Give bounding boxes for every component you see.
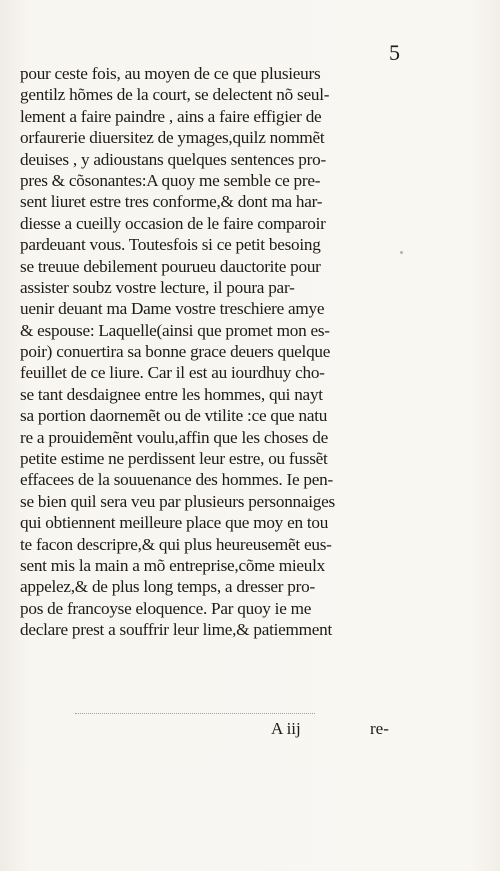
- catchword: re-: [370, 719, 389, 738]
- text-line: pardeuant vous. Toutesfois si ce petit besoing: [20, 235, 321, 255]
- text-line: lement a faire paindre , ains a faire effigier de: [20, 106, 322, 126]
- text-line: sa portion daornemẽt ou de vtilite :ce que natu: [20, 406, 328, 426]
- text-line: assister soubz vostre lecture, il poura par-: [20, 277, 295, 297]
- text-line: effacees de la souuenance des hommes. Ie pen-: [20, 470, 333, 490]
- text-line: pour ceste fois, au moyen de ce que plusieurs: [20, 64, 321, 83]
- text-line: petite estime ne perdissent leur estre, ou fussẽt: [20, 449, 328, 469]
- text-line: pos de francoyse eloquence. Par quoy ie me: [20, 598, 312, 618]
- text-line: sent liuret estre tres conforme,& dont ma har-: [20, 192, 323, 212]
- text-line: poir) conuertira sa bonne grace deuers quelque: [20, 342, 331, 362]
- ink-speck: [400, 251, 403, 254]
- text-line: feuillet de ce liure. Car il est au iourdhuy cho-: [20, 363, 325, 383]
- text-line: pres & cõsonantes:A quoy me semble ce pre-: [20, 170, 321, 190]
- text-line: sent mis la main a mõ entreprise,cõme mieulx: [20, 555, 325, 575]
- text-line: se bien quil sera veu par plusieurs personnaiges: [20, 491, 335, 511]
- text-line: se treuue debilement pourueu dauctorite pour: [20, 256, 321, 276]
- text-line: declare prest a souffrir leur lime,& patiemment: [20, 620, 332, 640]
- text-line: & espouse: Laquelle(ainsi que promet mon es-: [20, 320, 330, 340]
- text-line: re a prouidemẽnt voulu,affin que les choses de: [20, 427, 328, 447]
- text-line: qui obtiennent meilleure place que moy en tou: [20, 513, 329, 533]
- text-line: te facon descripre,& qui plus heureusemẽt eus-: [20, 534, 332, 554]
- text-line: appelez,& de plus long temps, a dresser pro-: [20, 577, 315, 597]
- body-text: [20, 63, 415, 641]
- text-line: gentilz hõmes de la court, se delectent nõ seul-: [20, 85, 330, 105]
- text-line: se tant desdaignee entre les hommes, qui nayt: [20, 384, 323, 404]
- signature-mark: A iij: [271, 719, 301, 738]
- page-number: 5: [389, 40, 400, 65]
- text-line: orfaurerie diuersitez de ymages,quilz nommẽt: [20, 128, 325, 148]
- text-line: uenir deuant ma Dame vostre treschiere amye: [20, 299, 325, 319]
- text-line: diesse a cueilly occasion de le faire comparoir: [20, 213, 326, 233]
- text-line: deuises , y adioustans quelques sentences pro-: [20, 149, 326, 169]
- underline-rule: [75, 713, 315, 715]
